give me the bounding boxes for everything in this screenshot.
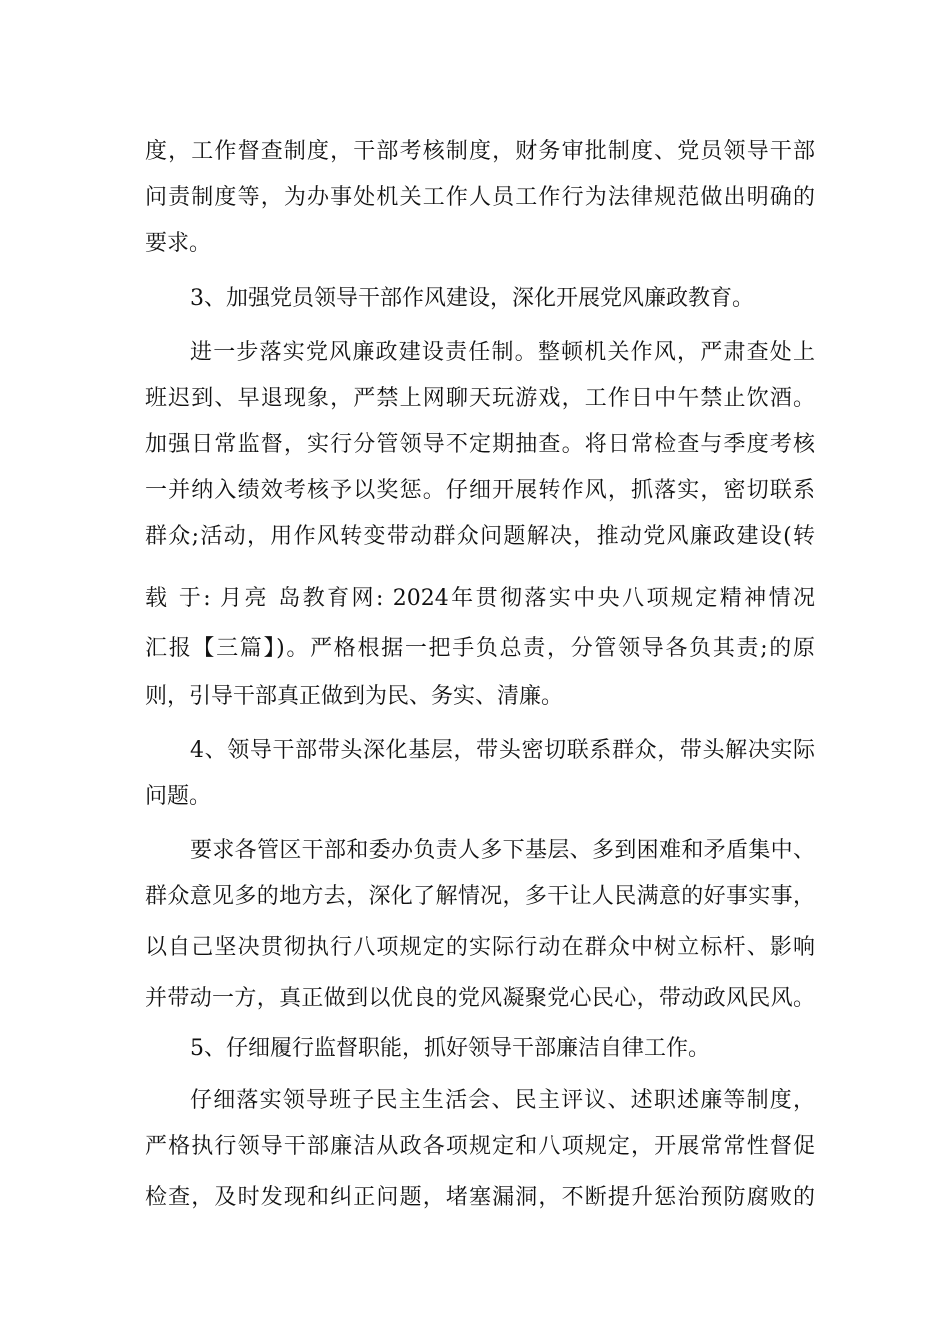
section-heading: 4、领导干部带头深化基层，带头密切联系群众，带头解决实际 bbox=[190, 738, 815, 763]
section-heading: 5、仔细履行监督职能，抓好领导干部廉洁自律工作。 bbox=[190, 1036, 710, 1061]
section-heading: 3、加强党员领导干部作风建设，深化开展党风廉政教育。 bbox=[190, 286, 754, 311]
text-line: 进一步落实党风廉政建设责任制。整顿机关作风，严肃查处上 bbox=[190, 340, 815, 365]
text-line: 检查，及时发现和纠正问题，堵塞漏洞，不断提升惩治预防腐败的 bbox=[145, 1185, 815, 1210]
text-line: 一并纳入绩效考核予以奖惩。仔细开展转作风，抓落实，密切联系 bbox=[145, 478, 815, 503]
text-line: 仔细落实领导班子民主生活会、民主评议、述职述廉等制度， bbox=[190, 1088, 815, 1113]
text-line: 加强日常监督，实行分管领导不定期抽查。将日常检查与季度考核 bbox=[145, 432, 815, 457]
text-line: 要求。 bbox=[145, 231, 212, 256]
text-line: 以自己坚决贯彻执行八项规定的实际行动在群众中树立标杆、影响 bbox=[145, 935, 815, 960]
text-line: 群众意见多的地方去，深化了解情况，多干让人民满意的好事实事， bbox=[145, 884, 815, 909]
text-line: 群众;活动，用作风转变带动群众问题解决，推动党风廉政建设(转 bbox=[145, 524, 815, 549]
text-line: 班迟到、早退现象，严禁上网聊天玩游戏，工作日中午禁止饮酒。 bbox=[145, 386, 815, 411]
text-line: 要求各管区干部和委办负责人多下基层、多到困难和矛盾集中、 bbox=[190, 838, 815, 863]
text-line: 严格执行领导干部廉洁从政各项规定和八项规定，开展常常性督促 bbox=[145, 1134, 815, 1159]
text-line: 问责制度等，为办事处机关工作人员工作行为法律规范做出明确的 bbox=[145, 185, 815, 210]
text-line: 问题。 bbox=[145, 784, 212, 809]
text-line: 并带动一方，真正做到以优良的党风凝聚党心民心，带动政风民风。 bbox=[145, 986, 815, 1011]
text-line: 汇报【三篇】)。严格根据一把手负总责，分管领导各负其责;的原 bbox=[145, 636, 815, 661]
text-line: 载 于: 月亮 岛教育网: 2024年贯彻落实中央八项规定精神情况 bbox=[145, 586, 815, 611]
text-line: 则，引导干部真正做到为民、务实、清廉。 bbox=[145, 684, 564, 709]
text-line: 度，工作督查制度，干部考核制度，财务审批制度、党员领导干部 bbox=[145, 139, 815, 164]
